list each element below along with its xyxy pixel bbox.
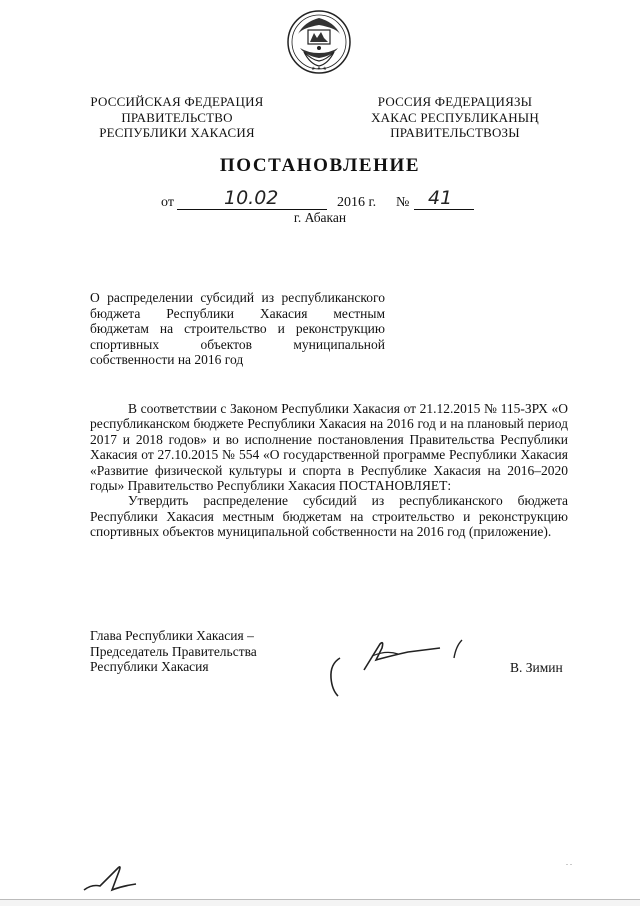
handwritten-date: 10.02 bbox=[224, 187, 279, 209]
handwritten-number: 41 bbox=[428, 187, 453, 209]
body-paragraph: В соответствии с Законом Республики Хакасия от 21.12.2015 № 115-ЗРХ «О республиканском бюджете Республики Хакасия на 2016 год и на плановый период 2017 и 2018 годов» и во исполнение постановления Правительства Республики Хакасия от 27.10.2015 № 554 «О государственной программе Республики Хакасия «Развитие физической культуры и спорта в Республике Хакасия на 2016–2020 годы» Правительство Республики Хакасия ПОСТАНОВЛЯЕТ: bbox=[90, 401, 568, 494]
subject-line: спортивных объектов муниципальной bbox=[90, 336, 385, 352]
subject-line: О распределении субсидий из республиканского bbox=[90, 290, 385, 305]
header-right-line: РОССИЯ ФЕДЕРАЦИЯЗЫ bbox=[377, 94, 533, 109]
document-title: ПОСТАНОВЛЕНИЕ bbox=[219, 155, 421, 176]
subject-line: бюджетам на строительство и реконструкцию bbox=[90, 321, 385, 337]
handwritten-initials bbox=[78, 860, 148, 900]
header-left-line: РОССИЙСКАЯ ФЕДЕРАЦИЯ bbox=[90, 94, 264, 109]
signer-name: В. Зимин bbox=[510, 660, 563, 675]
signer-position bbox=[90, 628, 257, 675]
subject-line: бюджета Республики Хакасия местным bbox=[90, 305, 385, 321]
handwritten-signature bbox=[310, 630, 480, 705]
document-body bbox=[90, 401, 568, 540]
signer-position-line: Республики Хакасия bbox=[90, 659, 209, 674]
date-prefix: от bbox=[161, 195, 174, 210]
header-right-line: ПРАВИТЕЛЬСТВОЗЫ bbox=[390, 125, 520, 140]
document-subject bbox=[90, 290, 385, 368]
header-left-line: ПРАВИТЕЛЬСТВО bbox=[121, 109, 233, 125]
header-left-line: РЕСПУБЛИКИ ХАКАСИЯ bbox=[99, 125, 255, 140]
number-sign: № bbox=[396, 195, 410, 210]
header-left bbox=[82, 94, 272, 141]
header-right bbox=[355, 94, 555, 141]
scan-dots: . . bbox=[566, 858, 572, 867]
header-right-line: ХАКАС РЕСПУБЛИКАНЫҢ bbox=[371, 109, 539, 125]
signer-position-line: Глава Республики Хакасия – bbox=[90, 628, 254, 643]
city: г. Абакан bbox=[293, 210, 347, 225]
coat-of-arms-icon bbox=[286, 8, 352, 76]
date-year: 2016 г. bbox=[337, 195, 377, 210]
subject-line: собственности на 2016 год bbox=[90, 352, 244, 368]
svg-text:★ ✦ ★: ★ ✦ ★ bbox=[310, 66, 328, 72]
signer-position-line: Председатель Правительства bbox=[90, 643, 257, 659]
body-paragraph: Утвердить распределение субсидий из республиканского бюджета Республики Хакасия местным бюджетам на строительство и реконструкцию спортивных объектов муниципальной собственности на 2016 год (приложение). bbox=[90, 493, 568, 540]
